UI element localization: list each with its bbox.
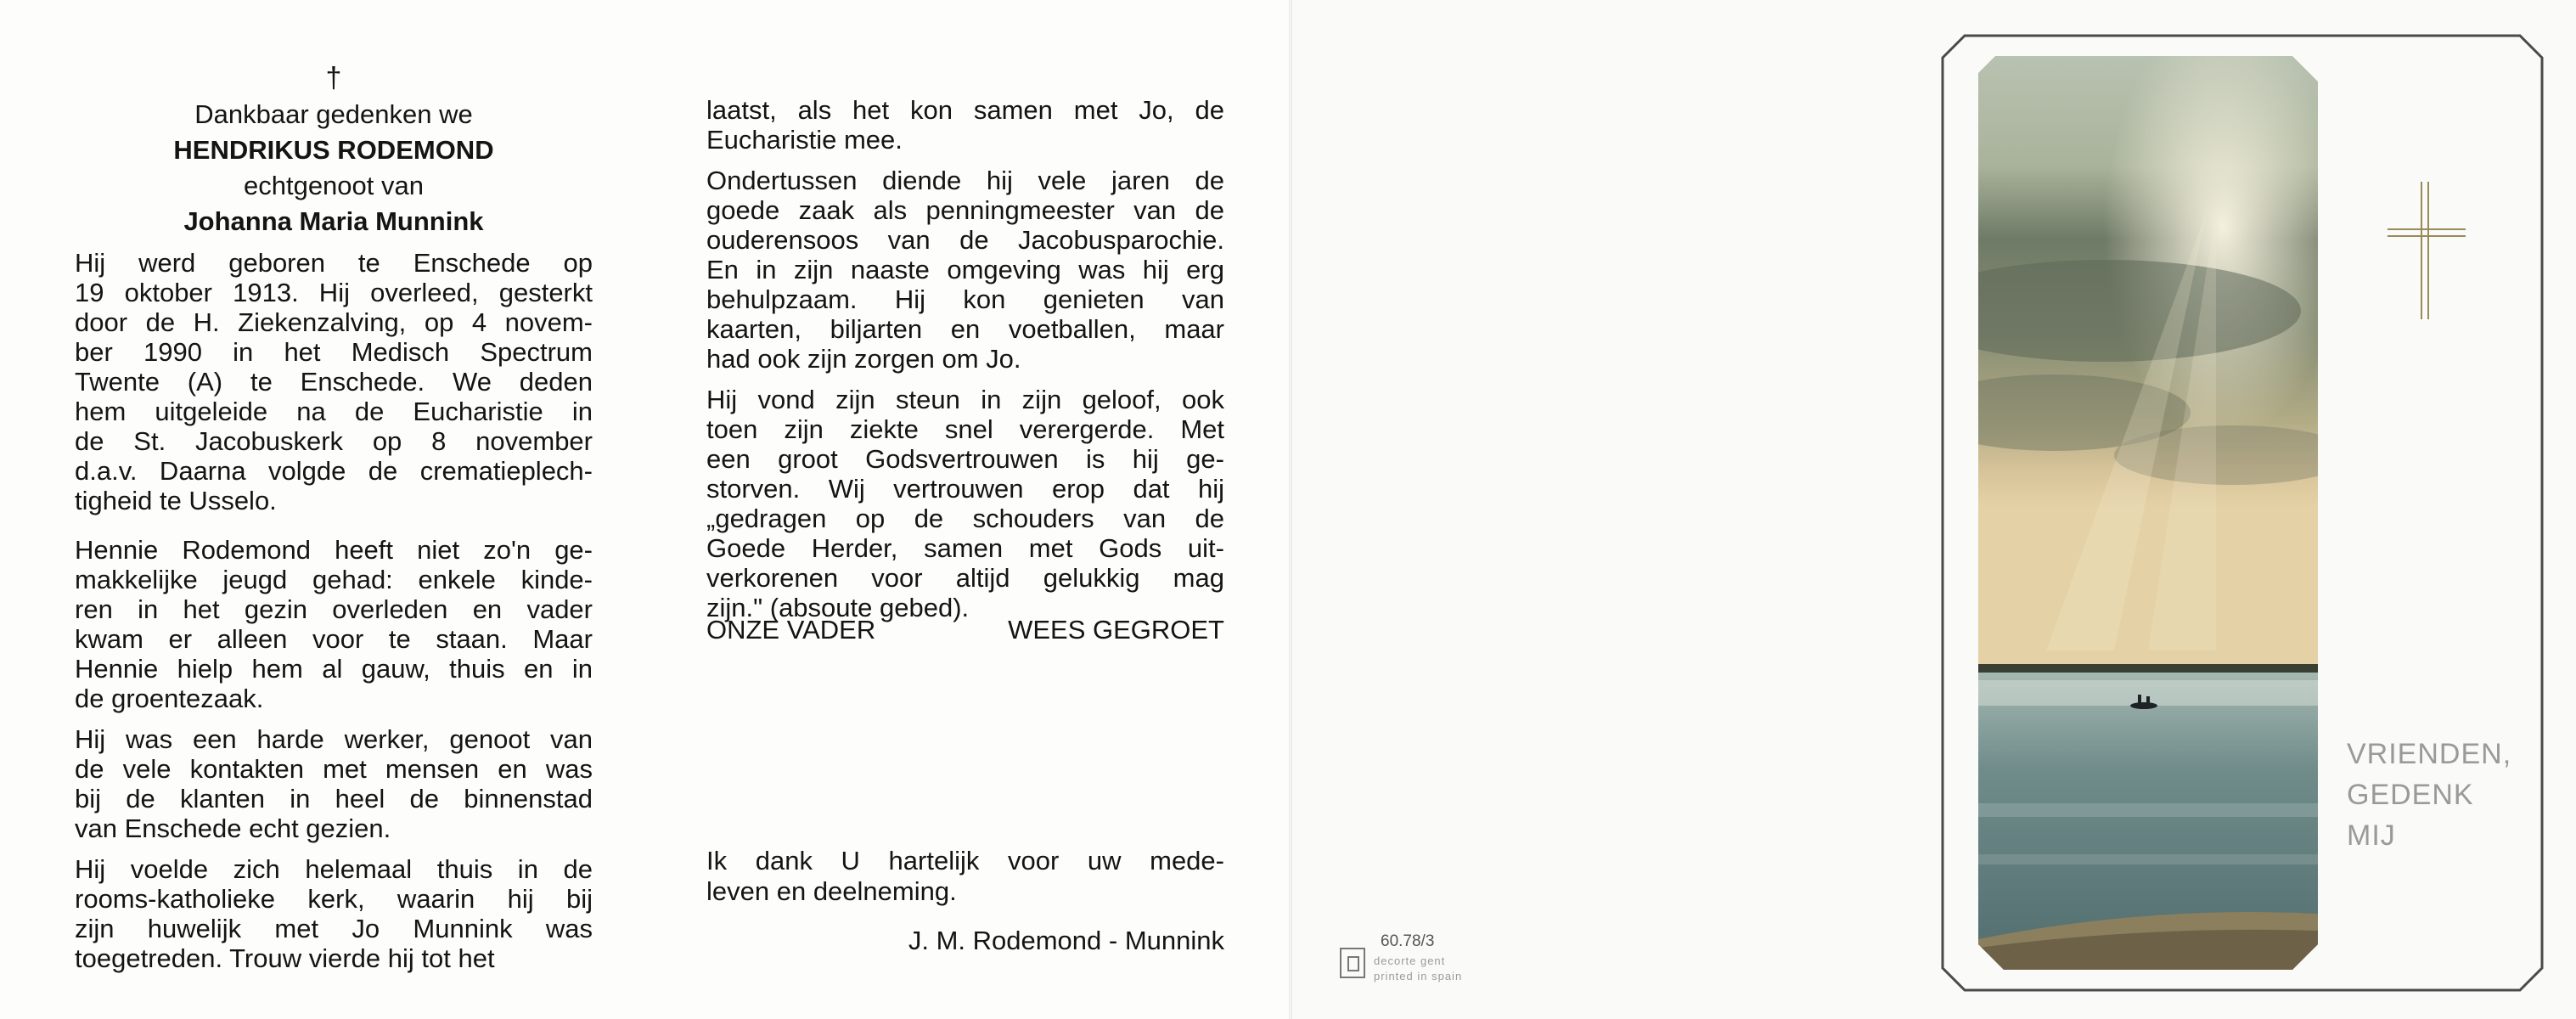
deceased-name: HENDRIKUS RODEMOND — [173, 135, 494, 165]
verse-line: GEDENK — [2347, 779, 2474, 811]
text-line: de groentezaak. — [75, 684, 264, 713]
signature: J. M. Rodemond - Munnink — [908, 926, 1224, 955]
prayer-our-father: ONZE VADER — [706, 615, 876, 645]
text-line: door de H. Ziekenzalving, op 4 novem- — [75, 307, 593, 337]
text-line: bij de klanten in heel de binnenstad — [75, 784, 593, 814]
prayer-hail-mary: WEES GEGROET — [1008, 615, 1224, 645]
cross-icon — [2384, 178, 2469, 323]
verse-line: MIJ — [2347, 819, 2396, 852]
spouse-name: Johanna Maria Munnink — [183, 206, 484, 236]
verse-line: VRIENDEN, — [2347, 738, 2512, 770]
text-line: Hennie hielp hem al gauw, thuis en in — [75, 654, 593, 684]
text-line: de vele kontakten met mensen en was — [75, 754, 593, 784]
cross-symbol: † — [325, 62, 342, 94]
text-line: had ook zijn zorgen om Jo. — [706, 344, 1021, 374]
paragraph — [706, 385, 1224, 622]
text-line: „gedragen op de schouders van de — [706, 504, 1224, 533]
text-line: de St. Jacobuskerk op 8 november — [75, 426, 593, 456]
relation-line: echtgenoot van — [243, 171, 424, 200]
biography-left-column — [75, 248, 593, 973]
text-line: toen zijn ziekte snel verergerde. Met — [706, 414, 1224, 444]
text-line: goede zaak als penningmeester van de — [706, 195, 1224, 225]
thanks-line: leven en deelneming. — [706, 876, 957, 906]
text-line: ber 1990 in het Medisch Spectrum — [75, 337, 593, 367]
text-line: kwam er alleen voor te staan. Maar — [75, 624, 593, 654]
text-line: Ondertussen diende hij vele jaren de — [706, 166, 1224, 195]
paragraph — [706, 166, 1224, 374]
thanks-line: Ik dank U hartelijk voor uw mede- — [706, 846, 1224, 875]
text-line: ouderensoos van de Jacobusparochie. — [706, 225, 1224, 255]
text-line: Hij was een harde werker, genoot van — [75, 724, 593, 754]
text-line: Goede Herder, samen met Gods uit- — [706, 533, 1224, 563]
text-line: van Enschede echt gezien. — [75, 814, 391, 843]
paragraph — [75, 854, 593, 973]
paragraph — [75, 535, 593, 713]
text-line: laatst, als het kon samen met Jo, de — [706, 95, 1224, 125]
text-line: toegetreden. Trouw vierde hij tot het — [75, 943, 495, 973]
paragraph — [75, 724, 593, 843]
intro-line: Dankbaar gedenken we — [194, 99, 473, 129]
text-line: zijn." (absoute gebed). — [706, 593, 970, 622]
text-line: En in zijn naaste omgeving was hij erg — [706, 255, 1224, 284]
text-line: behulpzaam. Hij kon genieten van — [706, 284, 1224, 314]
text-line: d.a.v. Daarna volgde de crematieplech- — [75, 456, 593, 486]
printer-line: printed in spain — [1374, 970, 1463, 982]
text-line: 19 oktober 1913. Hij overleed, gesterkt — [75, 278, 593, 307]
paragraph — [75, 248, 593, 515]
text-line: Hij vond zijn steun in zijn geloof, ook — [706, 385, 1224, 414]
printer-logo-icon — [1340, 948, 1365, 978]
lake-sunset-photo — [1978, 56, 2318, 970]
text-line: Hij voelde zich helemaal thuis in de — [75, 854, 593, 884]
biography-right-column — [706, 95, 1224, 622]
text-line: verkorenen voor altijd gelukkig mag — [706, 563, 1224, 593]
thanks-text — [706, 846, 1224, 907]
text-line: hem uitgeleide na de Eucharistie in — [75, 397, 593, 426]
text-line: ren in het gezin overleden en vader — [75, 594, 593, 624]
text-line: Twente (A) te Enschede. We deden — [75, 367, 593, 397]
text-line: kaarten, biljarten en voetballen, maar — [706, 314, 1224, 344]
text-line: rooms-katholieke kerk, waarin hij bij — [75, 884, 593, 914]
text-line: tigheid te Usselo. — [75, 486, 277, 515]
printer-line: decorte gent — [1374, 954, 1446, 967]
text-line: makkelijke jeugd gehad: enkele kinde- — [75, 565, 593, 594]
text-line: zijn huwelijk met Jo Munnink was — [75, 914, 593, 943]
text-line: storven. Wij vertrouwen erop dat hij — [706, 474, 1224, 504]
card-heading — [75, 59, 593, 239]
cover-verse — [2347, 734, 2511, 856]
text-line: Hennie Rodemond heeft niet zo'n ge- — [75, 535, 593, 565]
card-code: 60.78/3 — [1381, 932, 1435, 950]
paragraph — [706, 95, 1224, 155]
text-line: een groot Godsvertrouwen is hij ge- — [706, 444, 1224, 474]
text-line: Eucharistie mee. — [706, 125, 903, 155]
text-line: Hij werd geboren te Enschede op — [75, 248, 593, 278]
